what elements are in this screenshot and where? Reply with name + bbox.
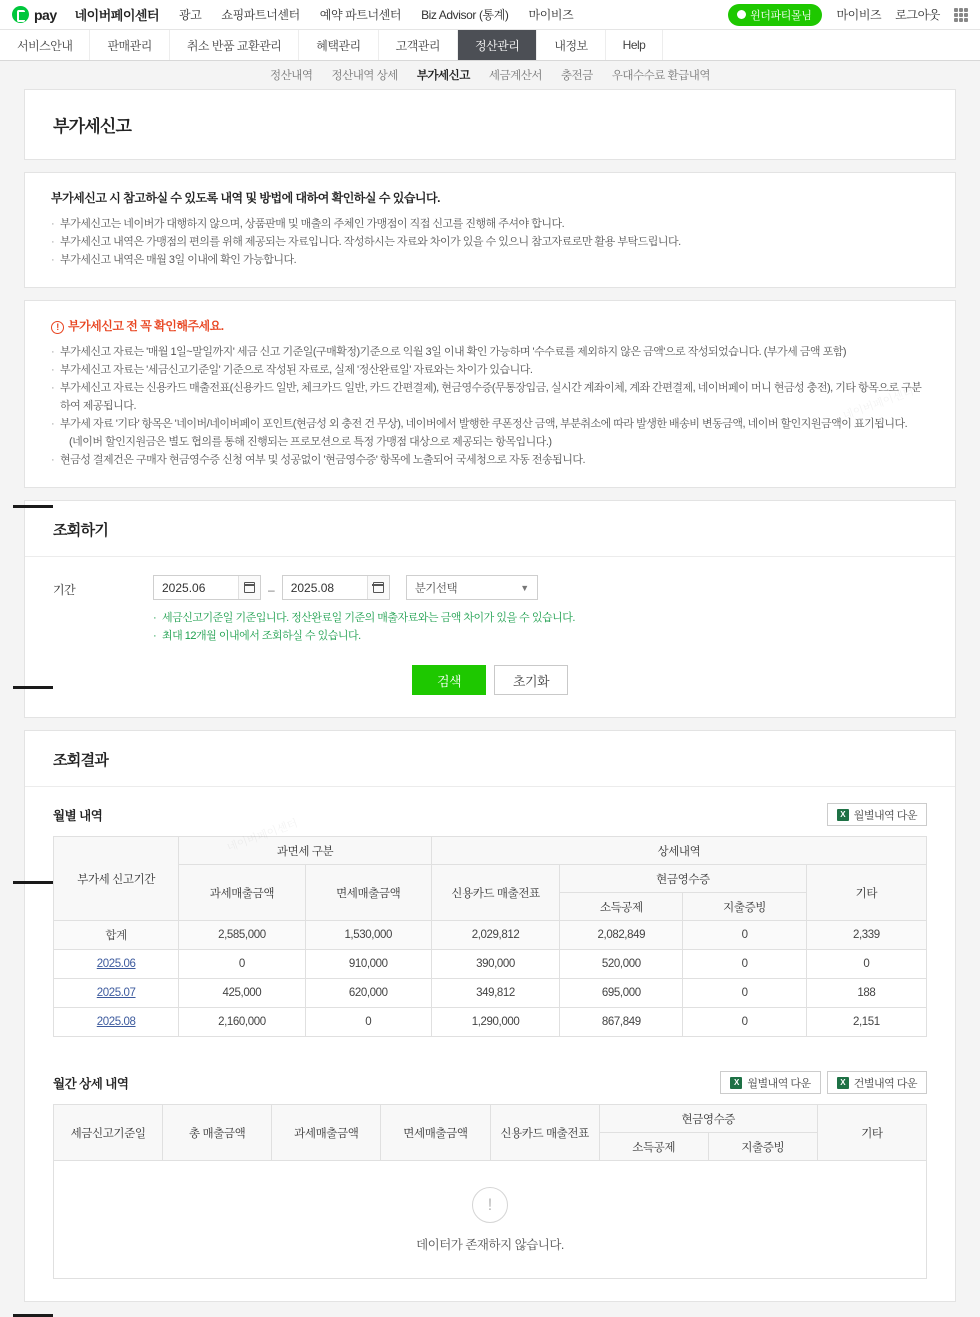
table-row xyxy=(54,921,927,950)
cell-income: 2,082,849 xyxy=(560,921,683,950)
page-title: 부가세신고 xyxy=(53,117,132,136)
th-exempt-sales: 면세매출금액 xyxy=(381,1105,490,1161)
sub-nav xyxy=(0,61,980,89)
th-period: 부가세 신고기간 xyxy=(54,837,179,921)
warning-subitem: (네이버 할인지원금은 별도 협의를 통해 진행되는 프로모션으로 특정 가맹점 대상으로 제공되는 항목입니다.) xyxy=(69,436,552,448)
exclamation-icon: ! xyxy=(472,1187,508,1223)
th-income-deduction: 소득공제 xyxy=(560,893,683,921)
detail-table xyxy=(53,1104,927,1161)
gnb-link-booking-partner[interactable]: 예약 파트너센터 xyxy=(319,8,402,22)
subnav-charge-money[interactable]: 충전금 xyxy=(560,70,593,82)
detail-title: 월간 상세 내역 xyxy=(53,1076,129,1091)
subnav-settlement-history[interactable]: 정산내역 xyxy=(270,70,313,82)
search-card xyxy=(24,500,956,718)
notice-item: · 부가세신고는 네이버가 대행하지 않으며, 상품판매 및 매출의 주체인 가맹점이 직접 신고를 진행해 주셔야 합니다. xyxy=(51,215,929,233)
lnb-item-cancel-return[interactable]: 취소 반품 교환관리 xyxy=(170,30,299,60)
page-title-card xyxy=(24,89,956,160)
excel-icon: X xyxy=(730,1077,742,1089)
naverpay-logo-icon xyxy=(12,6,29,23)
th-etc: 기타 xyxy=(806,865,926,921)
cell-period: 합계 xyxy=(54,921,179,950)
local-nav xyxy=(0,30,980,61)
th-cash-receipt: 현금영수증 xyxy=(599,1105,817,1133)
th-report-date: 세금신고기준일 xyxy=(54,1105,163,1161)
period-label: 기간 xyxy=(53,583,76,597)
detail-item-download-button[interactable] xyxy=(827,1071,927,1094)
brand-name: 네이버페이센터 xyxy=(74,8,160,23)
th-total-sales: 총 매출금액 xyxy=(163,1105,272,1161)
detail-monthly-download-label: 월별내역 다운 xyxy=(747,1077,811,1090)
date-to-input[interactable] xyxy=(282,575,390,600)
cell-card: 2,029,812 xyxy=(431,921,559,950)
gnb-link-shopping-partner[interactable]: 쇼핑파트너센터 xyxy=(221,8,300,22)
table-row xyxy=(54,979,927,1008)
monthly-section xyxy=(25,787,955,1037)
quarter-select[interactable] xyxy=(406,575,538,600)
monthly-download-label: 월별내역 다운 xyxy=(853,809,917,822)
th-expense-proof: 지출증빙 xyxy=(708,1133,817,1161)
warning-item: · 부가세신고 자료는 신용카드 매출전표(신용카드 일반, 체크카드 일반, 카드 간편결제), 현금영수증(무통장입금, 실시간 계좌이체, 계좌 간편결제, 네이버페이 머니 현금성 충전), 기타 항목으로 구분하여 제공됩니다. xyxy=(51,379,929,415)
gnb-link-mybiz[interactable]: 마이비즈 xyxy=(528,8,574,22)
cell-exempt: 910,000 xyxy=(305,950,431,979)
global-nav xyxy=(0,0,980,30)
cell-exempt: 1,530,000 xyxy=(305,921,431,950)
monthly-table-body xyxy=(54,921,927,1037)
subnav-tax-invoice[interactable]: 세금계산서 xyxy=(488,70,542,82)
edge-mark xyxy=(13,686,53,689)
gnb-link-biz-advisor[interactable]: Biz Advisor (통계) xyxy=(421,8,509,22)
th-card-slip: 신용카드 매출전표 xyxy=(490,1105,599,1161)
notice-item: · 부가세신고 내역은 매월 3일 이내에 확인 가능합니다. xyxy=(51,251,929,269)
empty-message: 데이터가 존재하지 않습니다. xyxy=(416,1237,564,1252)
cell-card: 349,812 xyxy=(431,979,559,1008)
lnb-item-service-info[interactable]: 서비스안내 xyxy=(0,30,90,60)
table-row xyxy=(54,950,927,979)
monthly-table xyxy=(53,836,927,1037)
cell-expense: 0 xyxy=(683,1008,806,1037)
cell-income: 867,849 xyxy=(560,1008,683,1037)
cell-card: 1,290,000 xyxy=(431,1008,559,1037)
notice-list xyxy=(51,215,929,269)
warning-title: ! 부가세신고 전 꼭 확인해주세요. xyxy=(51,317,929,334)
cell-etc: 188 xyxy=(806,979,926,1008)
result-heading: 조회결과 xyxy=(25,731,955,787)
gnb-right xyxy=(728,4,968,26)
cell-etc: 2,339 xyxy=(806,921,926,950)
warning-list xyxy=(51,343,929,469)
cell-expense: 0 xyxy=(683,921,806,950)
cell-exempt: 620,000 xyxy=(305,979,431,1008)
th-income-deduction: 소득공제 xyxy=(599,1133,708,1161)
gnb-links xyxy=(179,6,573,23)
excel-icon: X xyxy=(837,809,849,821)
monthly-title: 월별 내역 xyxy=(53,808,103,823)
date-from-value: 2025.06 xyxy=(162,580,206,595)
gnb-mybiz-link[interactable]: 마이비즈 xyxy=(836,8,882,22)
cell-taxable: 2,585,000 xyxy=(179,921,305,950)
gnb-link-ad[interactable]: 광고 xyxy=(179,8,202,22)
th-taxable-sales: 과세매출금액 xyxy=(272,1105,381,1161)
date-to-value: 2025.08 xyxy=(290,580,335,595)
subnav-fee-refund[interactable]: 우대수수료 환급내역 xyxy=(611,70,710,82)
cell-income: 695,000 xyxy=(560,979,683,1008)
logout-link[interactable]: 로그아웃 xyxy=(895,8,940,22)
exclamation-icon: ! xyxy=(51,321,64,334)
calendar-icon[interactable] xyxy=(367,576,389,599)
calendar-icon[interactable] xyxy=(238,576,260,599)
edge-mark xyxy=(13,881,53,884)
reset-button[interactable]: 초기화 xyxy=(494,665,568,695)
lnb-item-customer[interactable]: 고객관리 xyxy=(379,30,458,60)
th-expense-proof: 지출증빙 xyxy=(683,893,806,921)
user-dot-icon xyxy=(737,10,746,19)
cell-taxable: 425,000 xyxy=(179,979,305,1008)
detail-section xyxy=(25,1037,955,1279)
th-group-detail: 상세내역 xyxy=(431,837,926,865)
empty-state xyxy=(53,1161,927,1279)
date-from-input[interactable] xyxy=(153,575,261,600)
monthly-download-button[interactable] xyxy=(827,803,927,826)
cell-taxable: 2,160,000 xyxy=(179,1008,305,1037)
cell-card: 390,000 xyxy=(431,950,559,979)
search-hint: · 세금신고기준일 기준입니다. 정산완료일 기준의 매출자료와는 금액 차이가 있을 수 있습니다. xyxy=(153,609,575,627)
logo-text: pay xyxy=(34,6,57,23)
date-range-dash: – xyxy=(268,582,275,597)
cell-expense: 0 xyxy=(683,950,806,979)
cell-period[interactable]: 2025.08 xyxy=(54,1008,179,1037)
th-card: 신용카드 매출전표 xyxy=(431,865,559,921)
th-etc: 기타 xyxy=(817,1105,926,1161)
cell-etc: 2,151 xyxy=(806,1008,926,1037)
partner-badge[interactable] xyxy=(728,4,822,26)
cell-period[interactable]: 2025.06 xyxy=(54,950,179,979)
lnb-item-myinfo[interactable]: 내정보 xyxy=(537,30,605,60)
partner-badge-label: 윈더파티몰님 xyxy=(750,9,812,22)
warning-item: · 부가세 자료 '기타' 항목은 '네이버/네이버페이 포인트(현금성 외 충전 건 무상), 네이버에서 발행한 쿠폰정산 금액, 부분취소에 따라 발생한 배송비 변동금액, 네이버 할인지원금액이 표기됩니다. xyxy=(51,415,929,433)
lnb-item-benefit[interactable]: 혜택관리 xyxy=(299,30,378,60)
th-cash-receipt: 현금영수증 xyxy=(560,865,807,893)
quarter-select-value: 분기선택 xyxy=(414,582,458,595)
warning-card: 네이버페이센터 ! 부가세신고 전 꼭 확인해주세요. · 부가세신고 자료는 '매월 1일~말일까지' 세금 신고 기준일(구매확정)기준으로 익월 3일 이내 확인 가능하며 '수수료를 제외하지 않은 금액'으로 작성되었습니다. (부가세 금액 포함) · 부가세신고 자료는 '세금신고기준일' 기준으로 작성된 자료로, 실제 '정산완료일' 자료와는 차이가 있습니다. · 부가세신고 자료는 신용카드 매출전표(신용카드 일반, 체크카드 일반, 카드 간편결제), 현금영수증(무통장입금, 실시간 계좌이체, 계좌 간편결제, 네이버페이 머니 현금성 충전), 기타 항목으로 구분하여 제공됩니다. · 부가세 자료 '기타' 항목은 '네이버/네이버페이 포인트(현금성 외 충전 건 무상), 네이버에서 발행한 쿠폰정산 금액, 부분취소에 따라 발생한 배송비 변동금액, 네이버 할인지원금액이 표기됩니다. (네이버 할인지원금은 별도 협의를 통해 진행되는 프로모션으로 특정 가맹점 대상으로 제공되는 항목입니다.) · 현금성 결제건은 구매자 현금영수증 신청 여부 및 성공없이 '현금영수증' 항목에 노출되어 국세청으로 자동 전송됩니다. xyxy=(24,300,956,488)
warning-item: · 부가세신고 자료는 '매월 1일~말일까지' 세금 신고 기준일(구매확정)기준으로 익월 3일 이내 확인 가능하며 '수수료를 제외하지 않은 금액'으로 작성되었습니다. (부가세 금액 포함) xyxy=(51,343,929,361)
search-button[interactable]: 검색 xyxy=(412,665,486,695)
table-row xyxy=(54,1008,927,1037)
subnav-vat-report[interactable]: 부가세신고 xyxy=(416,70,470,82)
notice-item: · 부가세신고 내역은 가맹점의 편의를 위해 제공되는 자료입니다. 작성하시는 자료와 차이가 있을 수 있으니 참고자료로만 활용 부탁드립니다. xyxy=(51,233,929,251)
lnb-item-settlement[interactable]: 정산관리 xyxy=(458,30,537,60)
search-hints xyxy=(153,609,575,645)
cell-exempt: 0 xyxy=(305,1008,431,1037)
chevron-down-icon: ▼ xyxy=(520,582,529,593)
cell-etc: 0 xyxy=(806,950,926,979)
apps-grid-icon[interactable] xyxy=(954,8,968,22)
lnb-item-help[interactable]: Help xyxy=(606,30,664,60)
th-taxable: 과세매출금액 xyxy=(179,865,305,921)
warning-item: · 부가세신고 자료는 '세금신고기준일' 기준으로 작성된 자료로, 실제 '정산완료일' 자료와는 차이가 있습니다. xyxy=(51,361,929,379)
detail-item-download-label: 건별내역 다운 xyxy=(853,1077,917,1090)
detail-monthly-download-button[interactable] xyxy=(720,1071,820,1094)
th-group-tax-type: 과면세 구분 xyxy=(179,837,432,865)
notice-card xyxy=(24,172,956,288)
logo[interactable] xyxy=(12,6,57,23)
notice-title: 부가세신고 시 참고하실 수 있도록 내역 및 방법에 대하여 확인하실 수 있습니다. xyxy=(51,191,440,205)
edge-mark xyxy=(13,505,53,508)
result-card xyxy=(24,730,956,1302)
warning-item: · 현금성 결제건은 구매자 현금영수증 신청 여부 및 성공없이 '현금영수증' 항목에 노출되어 국세청으로 자동 전송됩니다. xyxy=(51,451,929,469)
cell-expense: 0 xyxy=(683,979,806,1008)
search-hint: · 최대 12개월 이내에서 조회하실 수 있습니다. xyxy=(153,627,575,645)
lnb-item-sales[interactable]: 판매관리 xyxy=(90,30,169,60)
search-heading: 조회하기 xyxy=(25,501,955,557)
subnav-settlement-detail[interactable]: 정산내역 상세 xyxy=(331,70,398,82)
cell-period[interactable]: 2025.07 xyxy=(54,979,179,1008)
th-exempt: 면세매출금액 xyxy=(305,865,431,921)
cell-income: 520,000 xyxy=(560,950,683,979)
excel-icon: X xyxy=(837,1077,849,1089)
cell-taxable: 0 xyxy=(179,950,305,979)
